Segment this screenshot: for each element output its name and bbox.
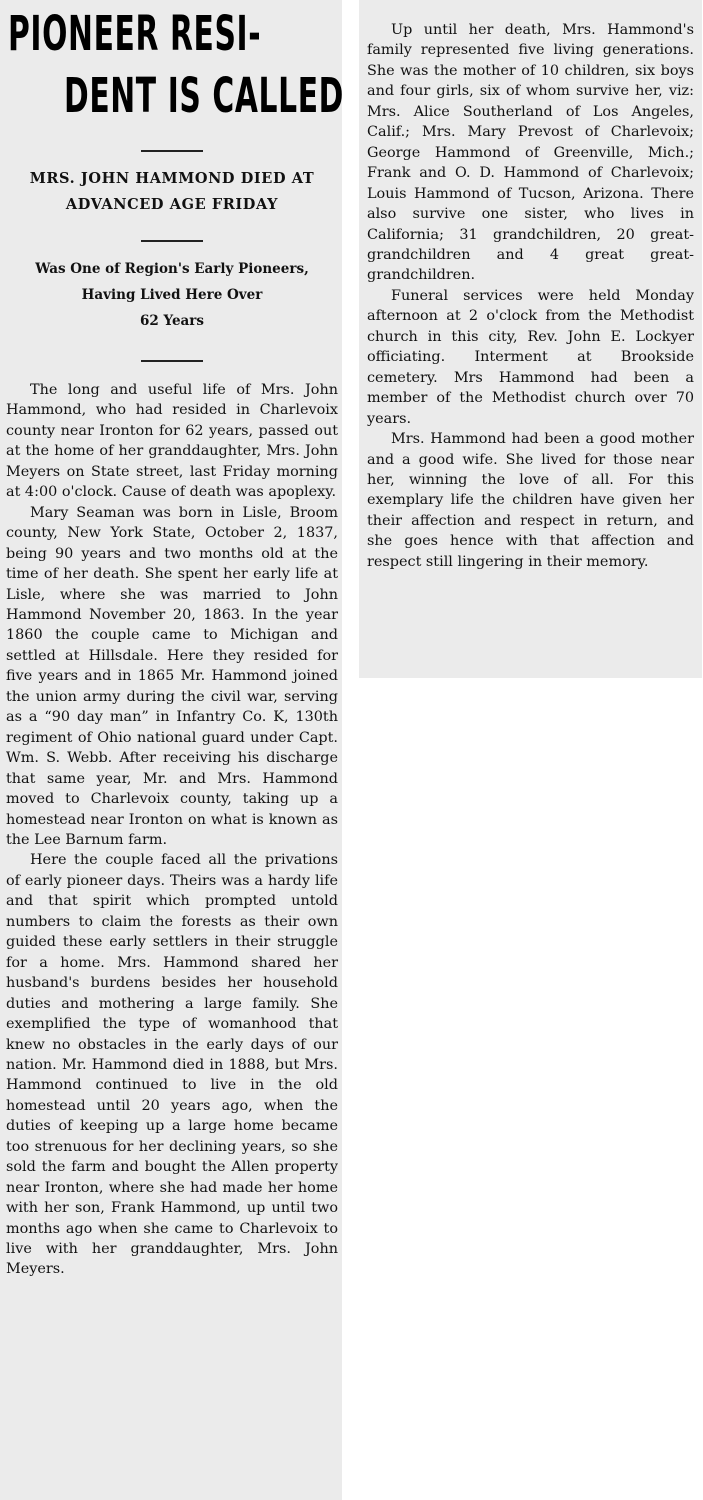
- right-column: [359, 0, 702, 678]
- article-body-left: [6, 380, 338, 1280]
- left-column: [0, 0, 342, 1500]
- deck-primary-line: MRS. JOHN HAMMOND DIED AT: [29, 170, 315, 187]
- article-paragraph: Mrs. Hammond had been a good mother and a good wife. She lived for those near her, winning the love of all. For this exemplary life the children have given her their affection and respect in return, and she goes hence with that affection and respect still lingering in their memory.: [367, 431, 694, 570]
- deck-secondary-line: 62 Years: [140, 313, 204, 329]
- article-paragraph: The long and useful life of Mrs. John Hammond, who had resided in Charlevoix county near Ironton for 62 years, passed out at the home of her granddaughter, Mrs. John Meyers on State street, last Friday morning at 4:00 o'clock. Cause of death was apoplexy.: [6, 382, 338, 501]
- divider-rule: [141, 150, 203, 152]
- deck-primary: [6, 166, 338, 218]
- article-paragraph: Here the couple faced all the privations of early pioneer days. Theirs was a hardy life and that spirit which prompted untold numbers to claim the forests as their own guided these early settlers in their struggle for a home. Mrs. Hammond shared her husband's burdens besides her household duties and mothering a large family. She exemplified the type of womanhood that knew no obstacles in the early days of our nation. Mr. Hammond died in 1888, but Mrs. Hammond continued to live in the old homestead until 20 years ago, when the duties of keeping up a large home became too strenuous for her declining years, so she sold the farm and bought the Allen property near Ironton, where she had made her home with her son, Frank Hammond, up until two months ago when she came to Charlevoix to live with her granddaughter, Mrs. John Meyers.: [6, 852, 338, 1278]
- article-paragraph: Funeral services were held Monday afternoon at 2 o'clock from the Methodist church in this city, Rev. John E. Lockyer officiating. Interment at Brookside cemetery. Mrs Hammond had been a member of the Methodist church over 70 years.: [367, 287, 694, 427]
- deck-secondary-line: Having Lived Here Over: [81, 287, 263, 303]
- deck-primary-line: ADVANCED AGE FRIDAY: [65, 196, 279, 213]
- headline-line-2: DENT IS CALLED: [64, 68, 344, 124]
- article-paragraph: Mary Seaman was born in Lisle, Broom county, New York State, October 2, 1837, being 90 years and two months old at the time of her death. She spent her early life at Lisle, where she was married to John Hammond November 20, 1863. In the year 1860 the couple came to Michigan and settled at Hillsdale. Here they resided for five years and in 1865 Mr. Hammond joined the union army during the civil war, serving as a “90 day man” in Infantry Co. K, 130th regiment of Ohio national guard under Capt. Wm. S. Webb. After receiving his discharge that same year, Mr. and Mrs. Hammond moved to Charlevoix county, taking up a homestead near Ironton on what is known as the Lee Barnum farm.: [6, 504, 338, 848]
- divider-rule: [141, 360, 203, 362]
- divider-rule: [141, 240, 203, 242]
- deck-secondary: [6, 256, 338, 334]
- deck-secondary-line: Was One of Region's Early Pioneers,: [35, 261, 309, 277]
- headline-line-1: PIONEER RESI-: [8, 6, 262, 62]
- article-paragraph: Up until her death, Mrs. Hammond's family represented five living generations. She was the mother of 10 children, six boys and four girls, six of whom survive her, viz: Mrs. Alice Southerland of Los Angeles, Calif.; Mrs. Mary Prevost of Charlevoix; George Hammond of Greenville, Mich.; Frank and O. D. Hammond of Charlevoix; Louis Hammond of Tucson, Arizona. There also survive one sister, who lives in California; 31 grandchildren, 20 great-grandchildren and 4 great great-grandchildren.: [367, 22, 694, 284]
